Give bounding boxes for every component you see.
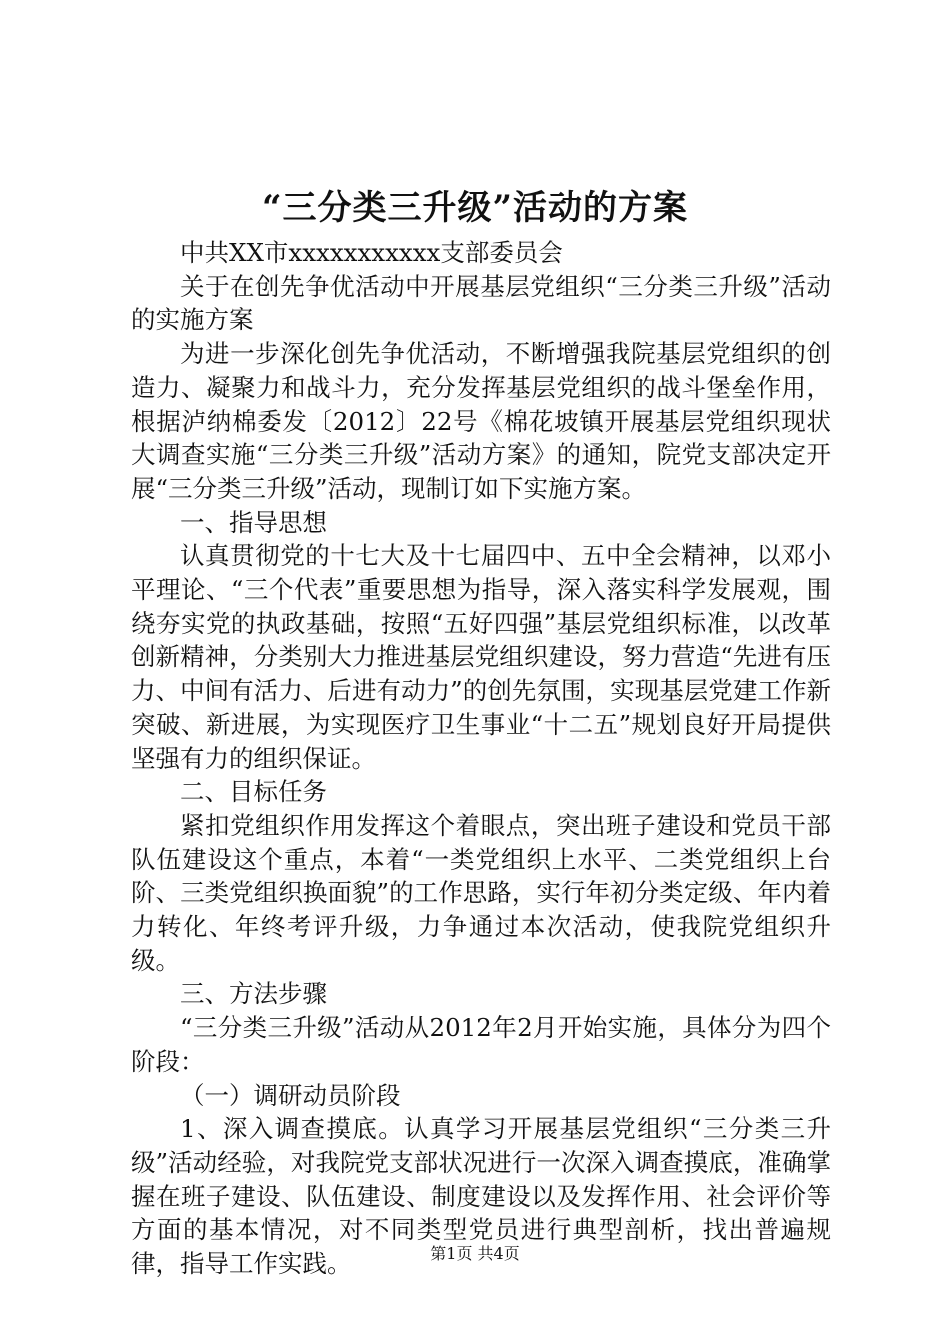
paragraph-methods: “三分类三升级”活动从2012年2月开始实施，具体分为四个阶段： <box>131 1013 831 1076</box>
paragraph-issuer: 中共XX市xxxxxxxxxxx支部委员会 <box>180 238 563 267</box>
paragraph-guiding-thought: 认真贯彻党的十七大及十七届四中、五中全会精神，以邓小平理论、“三个代表”重要思想为指导，深入落实科学发展观，围绕夯实党的执政基础，按照“五好四强”基层党组织标准，以改革创新精神，分类别大力推进基层党组织建设，努力营造“先进有压力、中间有活力、后进有动力”的创先氛围，实现基层党建工作新突破、新进展，为实现医疗卫生事业“十二五”规划良好开局提供坚强有力的组织保证。 <box>131 541 831 773</box>
paragraph-stage-one-item-1: 1、深入调查摸底。认真学习开展基层党组织“三分类三升级”活动经验，对我院党支部状况进行一次深入调查摸底，准确掌握在班子建设、队伍建设、制度建设以及发挥作用、社会评价等方面的基本情况，对不同类型党员进行典型剖析，找出普遍规律，指导工作实践。 <box>131 1114 831 1279</box>
document-title: “三分类三升级”活动的方案 <box>261 188 689 228</box>
page-number: 第1页 共4页 <box>430 1244 520 1263</box>
paragraph-goals: 紧扣党组织作用发挥这个着眼点，突出班子建设和党员干部队伍建设这个重点，本着“一类党组织上水平、二类党组织上台阶、三类党组织换面貌”的工作思路，实行年初分类定级、年内着力转化、年终考评升级，力争通过本次活动，使我院党组织升级。 <box>131 810 831 975</box>
paragraph-subject: 关于在创先争优活动中开展基层党组织“三分类三升级”活动的实施方案 <box>131 271 831 335</box>
heading-goals: 二、目标任务 <box>180 777 327 807</box>
heading-methods: 三、方法步骤 <box>180 979 327 1009</box>
paragraph-intro: 为进一步深化创先争优活动，不断增强我院基层党组织的创造力、凝聚力和战斗力，充分发挥基层党组织的战斗堡垒作用，根据泸纳棉委发〔2012〕22号《棉花坡镇开展基层党组织现状大调查实施“三分类三升级”活动方案》的通知，院党支部决定开展“三分类三升级”活动，现制订如下实施方案。 <box>131 339 831 503</box>
heading-guiding-thought: 一、指导思想 <box>180 507 327 537</box>
document-body <box>131 236 831 1281</box>
heading-stage-one: （一）调研动员阶段 <box>180 1080 401 1110</box>
